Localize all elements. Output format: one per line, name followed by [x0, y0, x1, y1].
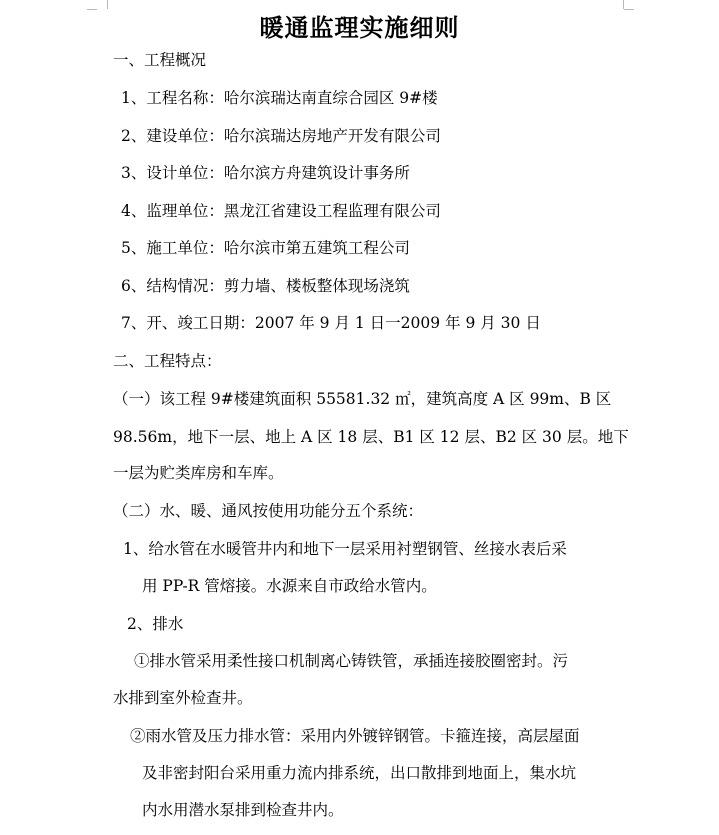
water-supply-line: 1、给水管在水暖管井内和地下一层采用衬塑钢管、丝接水表后采: [123, 540, 567, 558]
drainage-item-2-line: ②雨水管及压力排水管：采用内外镀锌钢管。卡箍连接，高层屋面: [130, 727, 580, 745]
feature-paragraph-line: 一层为贮类库房和车库。: [113, 464, 284, 482]
project-name: 1、工程名称：哈尔滨瑞达南直综合园区 9#楼: [121, 89, 438, 107]
section-heading-overview: 一、工程概况: [113, 51, 207, 69]
drainage-item-2-line: 内水用潜水泵排到检查井内。: [142, 801, 344, 819]
drainage-item-1-line: 水排到室外检查井。: [113, 689, 253, 707]
systems-heading: （二）水、暖、通风按使用功能分五个系统：: [113, 502, 424, 520]
supervision-unit: 4、监理单位：黑龙江省建设工程监理有限公司: [121, 202, 441, 220]
drainage-item-2-line: 及非密封阳台采用重力流内排系统，出口散排到地面上，集水坑: [142, 764, 577, 782]
document-title: 暖通监理实施细则: [259, 14, 460, 42]
project-dates: 7、开、竣工日期：2007 年 9 月 1 日一2009 年 9 月 30 日: [121, 314, 541, 332]
construction-unit: 2、建设单位：哈尔滨瑞达房地产开发有限公司: [121, 127, 441, 145]
design-unit: 3、设计单位：哈尔滨方舟建筑设计事务所: [121, 164, 410, 182]
section-heading-features: 二、工程特点：: [113, 352, 222, 370]
drainage-heading: 2、排水: [127, 615, 184, 633]
drainage-item-1-line: ①排水管采用柔性接口机制离心铸铁管，承插连接胶圈密封。污: [134, 652, 569, 670]
structure-info: 6、结构情况：剪力墙、楼板整体现场浇筑: [121, 277, 410, 295]
feature-paragraph-line: 98.56m，地下一层、地上 A 区 18 层、B1 区 12 层、B2 区 30 层。地下: [113, 428, 629, 446]
water-supply-line: 用 PP-R 管熔接。水源来自市政给水管内。: [142, 577, 437, 595]
builder-unit: 5、施工单位：哈尔滨市第五建筑工程公司: [121, 239, 410, 257]
feature-paragraph-line: （一）该工程 9#楼建筑面积 55581.32 ㎡，建筑高度 A 区 99m、B 区: [113, 390, 612, 408]
